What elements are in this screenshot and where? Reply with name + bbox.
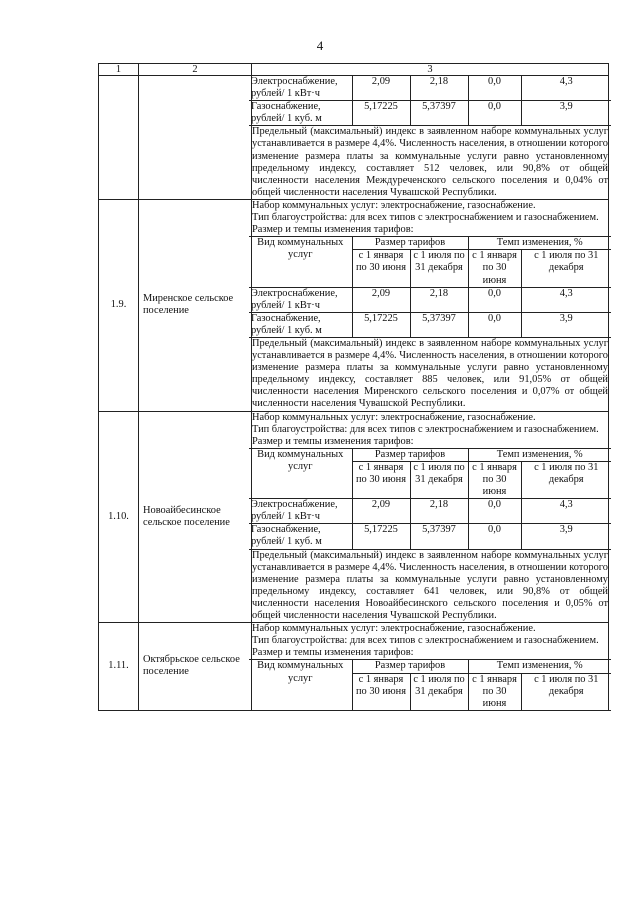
rate-change-h1: 0,0 xyxy=(468,312,521,337)
header-period-h1: с 1 января по 30 июня xyxy=(352,673,410,710)
header-rate-change: Темп изменения, % xyxy=(468,237,611,250)
tariff-subtable xyxy=(249,236,611,338)
rate-change-h1: 0,0 xyxy=(468,524,521,549)
service-set-text: Набор коммунальных услуг: электроснабжение, газоснабжение. xyxy=(252,623,536,635)
header-service-type: Вид коммунальных услуг xyxy=(249,448,352,498)
header-rate-change: Темп изменения, % xyxy=(468,448,611,461)
rate-change-h1: 0,0 xyxy=(468,76,521,101)
improvement-type-text: Тип благоустройства: для всех типов с электроснабжением и газоснабжением. xyxy=(252,212,599,224)
service-name: Электроснабжение, рублей/ 1 кВт·ч xyxy=(249,499,352,524)
service-name: Газоснабжение, рублей/ 1 куб. м xyxy=(249,524,352,549)
settlement-details xyxy=(252,411,609,623)
rate-change-h2: 3,9 xyxy=(521,101,611,126)
header-service-type: Вид коммунальных услуг xyxy=(249,660,352,710)
tariff-row-gas xyxy=(249,101,611,126)
header-period-h1: с 1 января по 30 июня xyxy=(468,673,521,710)
tariff-size-h2: 5,37397 xyxy=(410,101,468,126)
tariff-table xyxy=(98,63,609,711)
rate-change-h2: 4,3 xyxy=(521,287,611,312)
rate-change-h2: 4,3 xyxy=(521,499,611,524)
rate-change-h2: 3,9 xyxy=(521,312,611,337)
tariff-subtable xyxy=(249,76,611,126)
row-number: 1.10. xyxy=(99,411,139,623)
header-period-h1: с 1 января по 30 июня xyxy=(468,250,521,287)
header-tariff-size: Размер тарифов xyxy=(352,448,468,461)
service-name: Газоснабжение, рублей/ 1 куб. м xyxy=(249,101,352,126)
tariff-size-h1: 2,09 xyxy=(352,76,410,101)
header-rate-change: Темп изменения, % xyxy=(468,660,611,673)
header-tariff-size: Размер тарифов xyxy=(352,660,468,673)
tariff-row-electricity xyxy=(249,287,611,312)
settlement-name: Новоайбесинское сельское поселение xyxy=(139,411,252,623)
column-number: 3 xyxy=(252,64,609,76)
tariff-size-h2: 2,18 xyxy=(410,499,468,524)
rate-change-h2: 3,9 xyxy=(521,524,611,549)
header-tariff-size: Размер тарифов xyxy=(352,237,468,250)
settlement-name: Миренское сельское поселение xyxy=(139,199,252,411)
tariff-size-h1: 2,09 xyxy=(352,287,410,312)
tariff-header-row xyxy=(249,660,611,673)
service-name: Электроснабжение, рублей/ 1 кВт·ч xyxy=(249,287,352,312)
service-set-text: Набор коммунальных услуг: электроснабжение, газоснабжение. xyxy=(252,199,536,211)
tariff-size-h2: 5,37397 xyxy=(410,312,468,337)
settlement-details xyxy=(252,76,609,200)
header-period-h1: с 1 января по 30 июня xyxy=(352,250,410,287)
tariffs-intro-text: Размер и темпы изменения тарифов: xyxy=(252,224,414,236)
row-number xyxy=(99,76,139,200)
tariff-size-h1: 5,17225 xyxy=(352,101,410,126)
tariff-row-electricity xyxy=(249,76,611,101)
tariff-size-h2: 2,18 xyxy=(410,76,468,101)
tariffs-intro-text: Размер и темпы изменения тарифов: xyxy=(252,435,414,447)
tariff-size-h1: 5,17225 xyxy=(352,312,410,337)
tariff-subtable xyxy=(249,659,611,710)
tariffs-intro-text: Размер и темпы изменения тарифов: xyxy=(252,647,414,659)
table-row xyxy=(99,623,609,711)
tariff-subtable xyxy=(249,448,611,550)
rate-change-h1: 0,0 xyxy=(468,101,521,126)
service-name: Газоснабжение, рублей/ 1 куб. м xyxy=(249,312,352,337)
table-row xyxy=(99,76,609,200)
header-period-h1: с 1 января по 30 июня xyxy=(352,461,410,498)
tariff-row-electricity xyxy=(249,499,611,524)
row-number: 1.11. xyxy=(99,623,139,711)
rate-change-h1: 0,0 xyxy=(468,287,521,312)
service-set-text: Набор коммунальных услуг: электроснабжение, газоснабжение. xyxy=(252,411,536,423)
header-period-h2: с 1 июля по 31 декабря xyxy=(521,673,611,710)
column-number-row xyxy=(99,64,609,76)
max-index-paragraph: Предельный (максимальный) индекс в заявленном наборе коммунальных услуг устанавливается в размере 4,4%. Численность населения, в отношении которого изменение размера платы за коммунальные услуги равно установленному предельному индексу, составляет 641 человек, или 90,8% от общей численности населения Новоайбесинского сельского поселения и 0,05% от общей численности населения Чувашской Республики. xyxy=(252,549,608,622)
settlement-details xyxy=(252,623,609,711)
row-number: 1.9. xyxy=(99,199,139,411)
header-period-h2: с 1 июля по 31 декабря xyxy=(521,461,611,498)
header-period-h2: с 1 июля по 31 декабря xyxy=(410,250,468,287)
tariff-size-h2: 2,18 xyxy=(410,287,468,312)
column-number: 2 xyxy=(139,64,252,76)
table-row xyxy=(99,411,609,623)
max-index-paragraph: Предельный (максимальный) индекс в заявленном наборе коммунальных услуг устанавливается в размере 4,4%. Численность населения, в отношении которого изменение размера платы за коммунальные услуги равно установленному предельному индексу, составляет 885 человек, или 91,05% от общей численности населения Миренского сельского поселения и 0,07% от общей численности населения Чувашской Республики. xyxy=(252,337,608,410)
header-period-h1: с 1 января по 30 июня xyxy=(468,461,521,498)
tariff-header-row xyxy=(249,448,611,461)
header-service-type: Вид коммунальных услуг xyxy=(249,237,352,287)
tariff-row-gas xyxy=(249,524,611,549)
settlement-details xyxy=(252,199,609,411)
column-number: 1 xyxy=(99,64,139,76)
tariff-size-h2: 5,37397 xyxy=(410,524,468,549)
rate-change-h2: 4,3 xyxy=(521,76,611,101)
header-period-h2: с 1 июля по 31 декабря xyxy=(410,673,468,710)
header-period-h2: с 1 июля по 31 декабря xyxy=(521,250,611,287)
service-name: Электроснабжение, рублей/ 1 кВт·ч xyxy=(249,76,352,101)
tariff-header-row xyxy=(249,237,611,250)
page-number: 4 xyxy=(316,38,324,53)
improvement-type-text: Тип благоустройства: для всех типов с электроснабжением и газоснабжением. xyxy=(252,635,599,647)
settlement-name xyxy=(139,76,252,200)
rate-change-h1: 0,0 xyxy=(468,499,521,524)
improvement-type-text: Тип благоустройства: для всех типов с электроснабжением и газоснабжением. xyxy=(252,423,599,435)
tariff-size-h1: 5,17225 xyxy=(352,524,410,549)
table-row xyxy=(99,199,609,411)
header-period-h2: с 1 июля по 31 декабря xyxy=(410,461,468,498)
settlement-name: Октябрьское сельское поселение xyxy=(139,623,252,711)
max-index-paragraph: Предельный (максимальный) индекс в заявленном наборе коммунальных услуг устанавливается в размере 4,4%. Численность населения, в отношении которого изменение размера платы за коммунальные услуги равно установленному предельному индексу, составляет 512 человек, или 90,8% от общей численности населения Междуреченского сельского поселения и 0,04% от общей численности населения Чувашской Республики. xyxy=(252,126,608,198)
tariff-size-h1: 2,09 xyxy=(352,499,410,524)
tariff-row-gas xyxy=(249,312,611,337)
